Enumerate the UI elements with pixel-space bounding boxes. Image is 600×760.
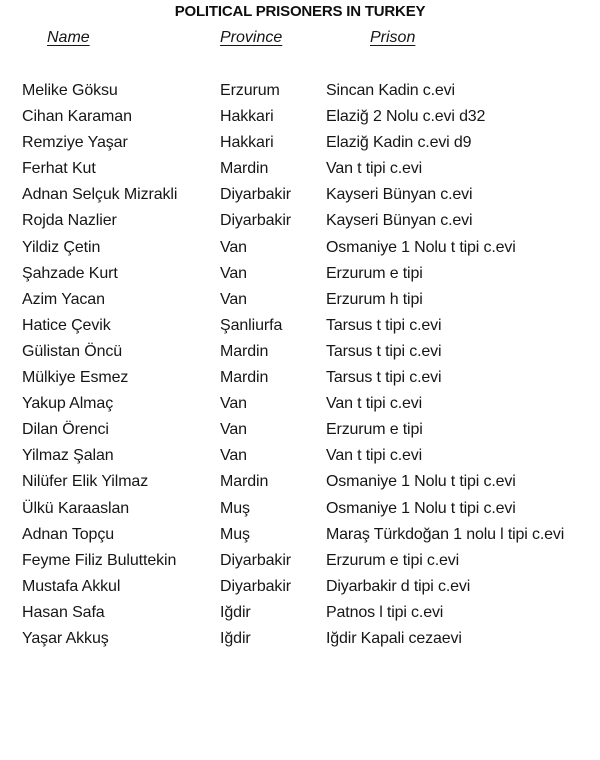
table-row <box>0 341 600 367</box>
prisoner-prison: Patnos l tipi c.evi <box>326 603 444 621</box>
prisoner-prison: Erzurum e tipi c.evi <box>326 551 460 569</box>
prisoner-province: Diyarbakir <box>220 212 292 230</box>
prisoner-list <box>0 80 600 654</box>
prisoner-name: Remziye Yaşar <box>22 134 128 152</box>
prisoner-province: Muş <box>220 499 250 517</box>
prisoner-province: Mardin <box>220 342 269 360</box>
prisoner-name: Adnan Topçu <box>22 525 115 543</box>
prisoner-prison: Osmaniye 1 Nolu t tipi c.evi <box>326 499 516 517</box>
prisoner-name: Cihan Karaman <box>22 108 132 126</box>
prisoner-prison: Van t tipi c.evi <box>326 447 423 465</box>
table-row <box>0 132 600 158</box>
prisoner-province: Iğdir <box>220 629 251 647</box>
table-row <box>0 289 600 315</box>
prisoner-prison: Van t tipi c.evi <box>326 395 423 413</box>
prisoner-name: Nilüfer Elik Yilmaz <box>22 473 149 491</box>
prisoner-prison: Tarsus t tipi c.evi <box>326 369 442 387</box>
table-row <box>0 524 600 550</box>
prisoner-prison: Kayseri Bünyan c.evi <box>326 186 473 204</box>
document-title: POLITICAL PRISONERS IN TURKEY <box>174 3 426 20</box>
prisoner-province: Mardin <box>220 160 269 178</box>
table-row <box>0 576 600 602</box>
table-row <box>0 106 600 132</box>
prisoner-name: Feyme Filiz Buluttekin <box>22 551 177 569</box>
table-row <box>0 602 600 628</box>
prisoner-name: Ferhat Kut <box>22 160 96 178</box>
table-row <box>0 498 600 524</box>
prisoner-name: Hatice Çevik <box>22 316 111 334</box>
prisoner-prison: Osmaniye 1 Nolu t tipi c.evi <box>326 238 516 256</box>
prisoner-name: Hasan Safa <box>22 603 105 621</box>
prisoner-prison: Diyarbakir d tipi c.evi <box>326 577 471 595</box>
prisoner-prison: Erzurum e tipi <box>326 264 423 282</box>
column-header-name: Name <box>47 29 90 46</box>
prisoner-province: Muş <box>220 525 250 543</box>
prisoner-name: Yilmaz Şalan <box>22 447 114 465</box>
prisoner-name: Azim Yacan <box>22 290 105 308</box>
prisoner-prison: Elaziğ 2 Nolu c.evi d32 <box>326 108 486 126</box>
prisoner-province: Van <box>220 264 247 282</box>
prisoner-prison: Sincan Kadin c.evi <box>326 82 455 99</box>
prisoner-prison: Osmaniye 1 Nolu t tipi c.evi <box>326 473 516 491</box>
table-row <box>0 550 600 576</box>
prisoner-name: Yaşar Akkuş <box>22 629 109 647</box>
table-row <box>0 393 600 419</box>
prisoner-province: Van <box>220 238 247 256</box>
prisoner-prison: Tarsus t tipi c.evi <box>326 342 442 360</box>
prisoner-province: Diyarbakir <box>220 186 292 204</box>
table-row <box>0 158 600 184</box>
table-row <box>0 80 600 106</box>
prisoner-name: Dilan Örenci <box>22 421 109 439</box>
prisoner-name: Ülkü Karaaslan <box>22 499 130 517</box>
prisoner-name: Yakup Almaç <box>22 395 114 413</box>
prisoner-province: Mardin <box>220 369 269 387</box>
prisoner-name: Mustafa Akkul <box>22 577 121 595</box>
prisoner-province: Hakkari <box>220 108 274 126</box>
prisoner-prison: Van t tipi c.evi <box>326 160 423 178</box>
prisoner-name: Şahzade Kurt <box>22 264 118 282</box>
prisoner-prison: Tarsus t tipi c.evi <box>326 316 442 334</box>
table-row <box>0 471 600 497</box>
table-row <box>0 184 600 210</box>
table-row <box>0 419 600 445</box>
prisoner-province: Van <box>220 395 247 413</box>
prisoner-prison: Kayseri Bünyan c.evi <box>326 212 473 230</box>
prisoner-province: Van <box>220 290 247 308</box>
prisoner-prison: Maraş Türkdoğan 1 nolu l tipi c.evi <box>326 525 565 543</box>
prisoner-name: Mülkiye Esmez <box>22 369 129 387</box>
prisoner-province: Van <box>220 421 247 439</box>
prisoner-province: Diyarbakir <box>220 577 292 595</box>
prisoner-name: Rojda Nazlier <box>22 212 117 230</box>
prisoner-province: Diyarbakir <box>220 551 292 569</box>
table-row <box>0 210 600 236</box>
prisoner-province: Mardin <box>220 473 269 491</box>
prisoner-province: Iğdir <box>220 603 251 621</box>
prisoner-prison: Erzurum e tipi <box>326 421 423 439</box>
prisoner-province: Erzurum <box>220 82 280 99</box>
prisoner-prison: Iğdir Kapali cezaevi <box>326 629 462 647</box>
table-row <box>0 367 600 393</box>
prisoner-province: Şanliurfa <box>220 316 283 334</box>
table-row <box>0 445 600 471</box>
column-header-province: Province <box>220 29 283 46</box>
table-row <box>0 237 600 263</box>
prisoner-province: Hakkari <box>220 134 274 152</box>
prisoner-prison: Elaziğ Kadin c.evi d9 <box>326 134 472 152</box>
prisoner-name: Melike Göksu <box>22 82 118 99</box>
table-row <box>0 263 600 289</box>
prisoner-name: Yildiz Çetin <box>22 238 101 256</box>
prisoner-name: Gülistan Öncü <box>22 342 123 360</box>
table-row <box>0 315 600 341</box>
prisoner-province: Van <box>220 447 247 465</box>
table-row <box>0 628 600 654</box>
column-header-prison: Prison <box>370 29 416 46</box>
prisoner-prison: Erzurum h tipi <box>326 290 423 308</box>
prisoner-name: Adnan Selçuk Mizrakli <box>22 186 178 204</box>
